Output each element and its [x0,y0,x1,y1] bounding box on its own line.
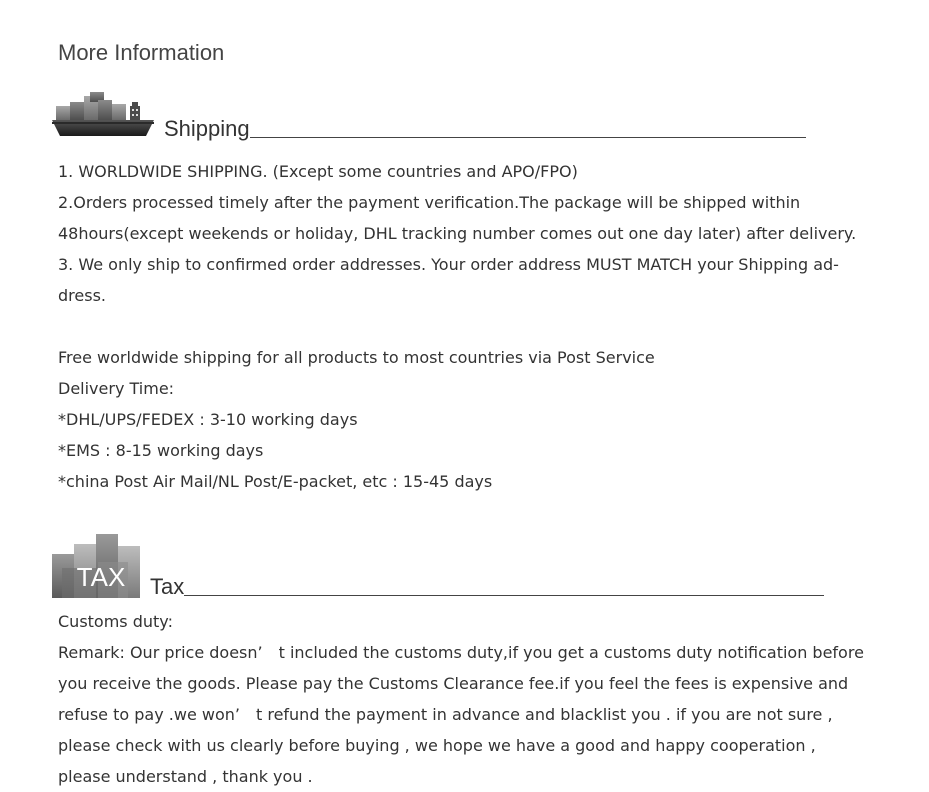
shipping-heading: Shipping [164,116,250,141]
shipping-section-header [52,92,806,140]
delivery-line: Free worldwide shipping for all products to most countries via Post Service [58,348,655,367]
cargo-ship-icon [52,92,156,140]
shipping-line: dress. [58,286,106,305]
tax-body [58,606,864,792]
tax-line: Customs duty: [58,612,173,631]
tax-section-header [52,534,824,598]
delivery-line: *china Post Air Mail/NL Post/E-packet, etc : 15-45 days [58,472,493,491]
delivery-line: Delivery Time: [58,379,175,398]
tax-line: you receive the goods. Please pay the Customs Clearance fee.if you feel the fees is expensive and [58,674,849,693]
paragraph-spacer [58,311,856,342]
tax-line: please understand , thank you . [58,767,313,786]
delivery-line: *DHL/UPS/FEDEX : 3-10 working days [58,410,358,429]
tax-line: refuse to pay .we won’ t refund the payment in advance and blacklist you . if you are not sure , [58,705,833,724]
delivery-line: *EMS : 8-15 working days [58,441,264,460]
tax-heading-rule [184,595,824,596]
tax-line: Remark: Our price doesn’ t included the customs duty,if you get a customs duty notification before [58,643,864,662]
tax-icon-label: TAX [76,562,126,592]
shipping-body [58,156,856,497]
tax-boxes-icon [52,534,142,598]
shipping-line: 3. We only ship to confirmed order addresses. Your order address MUST MATCH your Shipping ad- [58,255,839,274]
shipping-heading-rule [250,137,806,138]
shipping-line: 2.Orders processed timely after the payment verification.The package will be shipped within [58,193,801,212]
tax-line: please check with us clearly before buying , we hope we have a good and happy cooperation , [58,736,816,755]
shipping-line: 48hours(except weekends or holiday, DHL tracking number comes out one day later) after delivery. [58,224,857,243]
page-title: More Information [58,40,225,65]
shipping-line: 1. WORLDWIDE SHIPPING. (Except some countries and APO/FPO) [58,162,578,181]
tax-heading: Tax [150,574,185,599]
